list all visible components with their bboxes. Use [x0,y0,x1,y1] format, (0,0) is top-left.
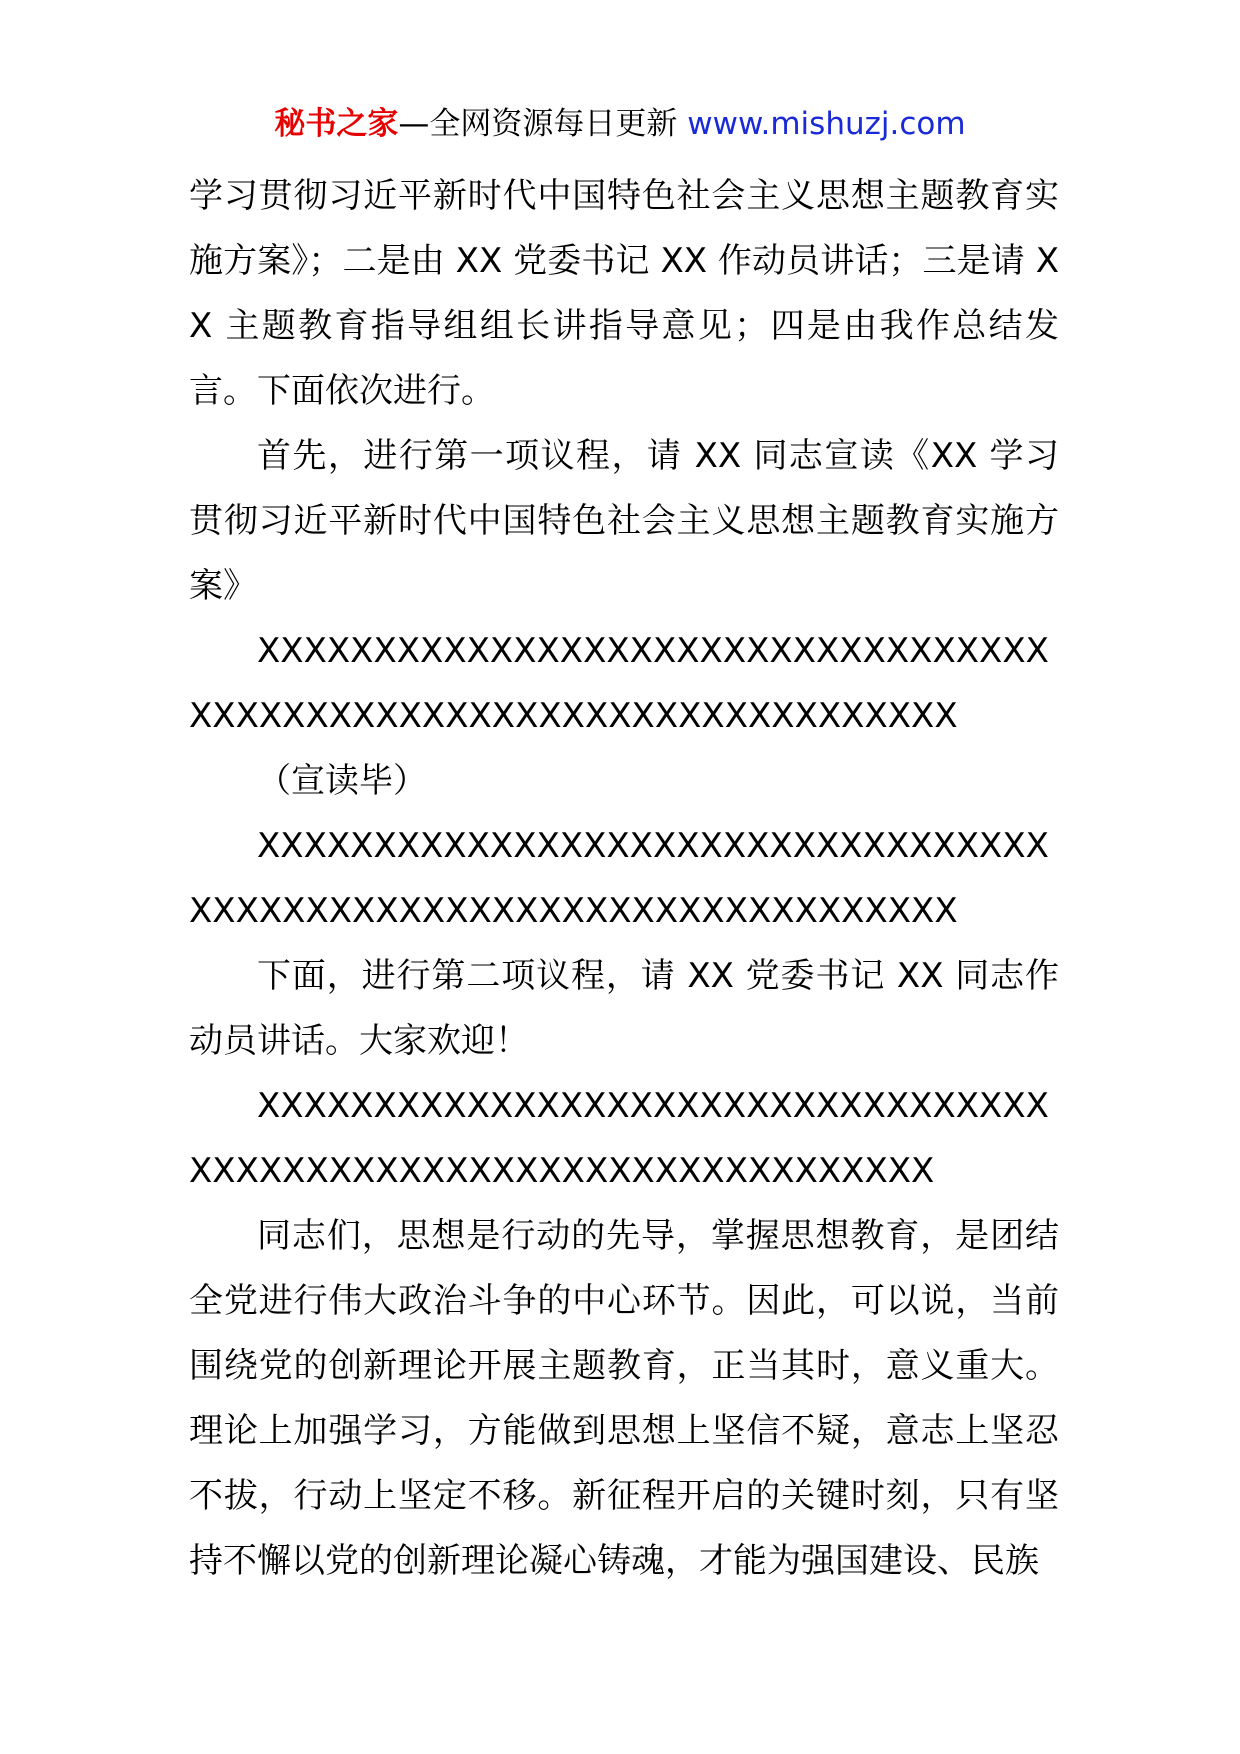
header-tagline: —全网资源每日更新 [398,106,678,142]
brand-name: 秘书之家 [274,106,399,142]
placeholder-line: XXXXXXXXXXXXXXXXXXXXXXXXXXXXXXXXXX [257,1086,1049,1126]
placeholder-line: XXXXXXXXXXXXXXXXXXXXXXXXXXXXXXXXXX [257,826,1049,866]
placeholder-line: XXXXXXXXXXXXXXXXXXXXXXXXXXXXXXXXX [189,696,958,736]
paragraph-second-agenda: 下面，进行第二项议程，请 XX 党委书记 XX 同志作动员讲话。大家欢迎！ [189,956,1059,1061]
placeholder-line: XXXXXXXXXXXXXXXXXXXXXXXXXXXXXXXXXX [257,631,1049,671]
paragraph-continued: 学习贯彻习近平新时代中国特色社会主义思想主题教育实施方案》；二是由 XX 党委书记 XX 作动员讲话；三是请 XX 主题教育指导组组长讲指导意见；四是由我作总结发言。下面依次进行。 [189,176,1059,411]
paragraph-speech: 同志们，思想是行动的先导，掌握思想教育，是团结全党进行伟大政治斗争的中心环节。因此，可以说，当前围绕党的创新理论开展主题教育，正当其时，意义重大。理论上加强学习，方能做到思想上坚信不疑，意志上坚忍不拔，行动上坚定不移。新征程开启的关键时刻，只有坚持不懈以党的创新理论凝心铸魂，才能为强国建设、民族 [189,1216,1059,1581]
placeholder-line: XXXXXXXXXXXXXXXXXXXXXXXXXXXXXXXX [189,1151,935,1191]
paragraph-first-agenda: 首先，进行第一项议程，请 XX 同志宣读《XX 学习贯彻习近平新时代中国特色社会主义思想主题教育实施方案》 [189,436,1059,606]
site-url-link[interactable]: www.mishuzj.com [687,106,966,142]
placeholder-line: XXXXXXXXXXXXXXXXXXXXXXXXXXXXXXXXX [189,891,958,931]
reading-finished-note: （宣读毕） [257,761,427,801]
site-header [0,100,1240,148]
document-body [189,164,1059,1594]
